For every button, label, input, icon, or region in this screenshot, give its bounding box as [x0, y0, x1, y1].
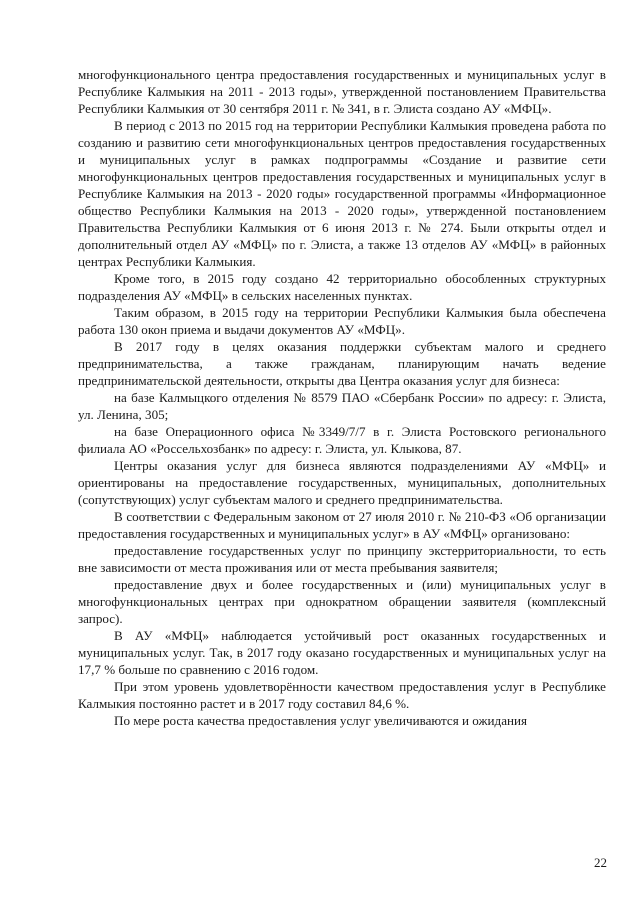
document-body	[78, 66, 606, 729]
page-number: 22	[594, 855, 607, 870]
paragraph-continues: По мере роста качества предоставления услуг увеличиваются и ожидания	[114, 713, 528, 728]
paragraph: многофункционального центра предоставления государственных и муниципальных услуг в Республике Калмыкия на 2011 - 2013 годы», утвержденной постановлением Правительства Республики Калмыкия от 30 сентября 2011 г. № 341, в г. Элиста создано АУ «МФЦ».	[78, 67, 606, 116]
paragraph: Центры оказания услуг для бизнеса являются подразделениями АУ «МФЦ» и ориентированы на предоставление государственных, муниципальных, дополнительных (сопутствующих) услуг субъектам малого и среднего предпринимательства.	[78, 458, 606, 507]
paragraph: В соответствии с Федеральным законом от 27 июля 2010 г. № 210-ФЗ «Об организации предоставления государственных и муниципальных услуг» в АУ «МФЦ» организовано:	[78, 509, 606, 541]
paragraph: на базе Калмыцкого отделения № 8579 ПАО «Сбербанк России» по адресу: г. Элиста, ул. Ленина, 305;	[78, 390, 606, 422]
paragraph: В 2017 году в целях оказания поддержки субъектам малого и среднего предпринимательства, а также гражданам, планирующим начать ведение предпринимательской деятельности, открыты два Центра оказания услуг для бизнеса:	[78, 339, 606, 388]
paragraph: предоставление двух и более государственных и (или) муниципальных услуг в многофункциональных центрах при однократном обращении заявителя (комплексный запрос).	[78, 577, 606, 626]
paragraph: на базе Операционного офиса №3349/7/7 в г. Элиста Ростовского регионального филиала АО «Россельхозбанк» по адресу: г. Элиста, ул. Клыкова, 87.	[78, 424, 606, 456]
paragraph: предоставление государственных услуг по принципу экстерриториальности, то есть вне зависимости от места проживания или от места пребывания заявителя;	[78, 543, 606, 575]
paragraph: В АУ «МФЦ» наблюдается устойчивый рост оказанных государственных и муниципальных услуг. Так, в 2017 году оказано государственных и муниципальных услуг на 17,7 % больше по сравнению с 2016 годом.	[78, 628, 606, 677]
paragraph: Кроме того, в 2015 году создано 42 территориально обособленных структурных подразделения АУ «МФЦ» в сельских населенных пунктах.	[78, 271, 606, 303]
paragraph: В период с 2013 по 2015 год на территории Республики Калмыкия проведена работа по созданию и развитию сети многофункциональных центров предоставления государственных и муниципальных услуг в рамках подпрограммы «Создание и развитие сети многофункциональных центров предоставления государственных и муниципальных услуг в Республике Калмыкия на 2013 - 2020 годы» государственной программы «Информационное общество Республики Калмыкия на 2013 - 2020 годы», утвержденной постановлением Правительства Республики Калмыкия от 6 июня 2013 г. № 274. Были открыты отдел и дополнительный отдел АУ «МФЦ» по г. Элиста, а также 13 отделов АУ «МФЦ» в районных центрах Республики Калмыкия.	[78, 118, 606, 269]
paragraph: Таким образом, в 2015 году на территории Республики Калмыкия была обеспечена работа 130 окон приема и выдачи документов АУ «МФЦ».	[78, 305, 606, 337]
paragraph: При этом уровень удовлетворённости качеством предоставления услуг в Республике Калмыкия постоянно растет и в 2017 году составил 84,6 %.	[78, 679, 606, 711]
